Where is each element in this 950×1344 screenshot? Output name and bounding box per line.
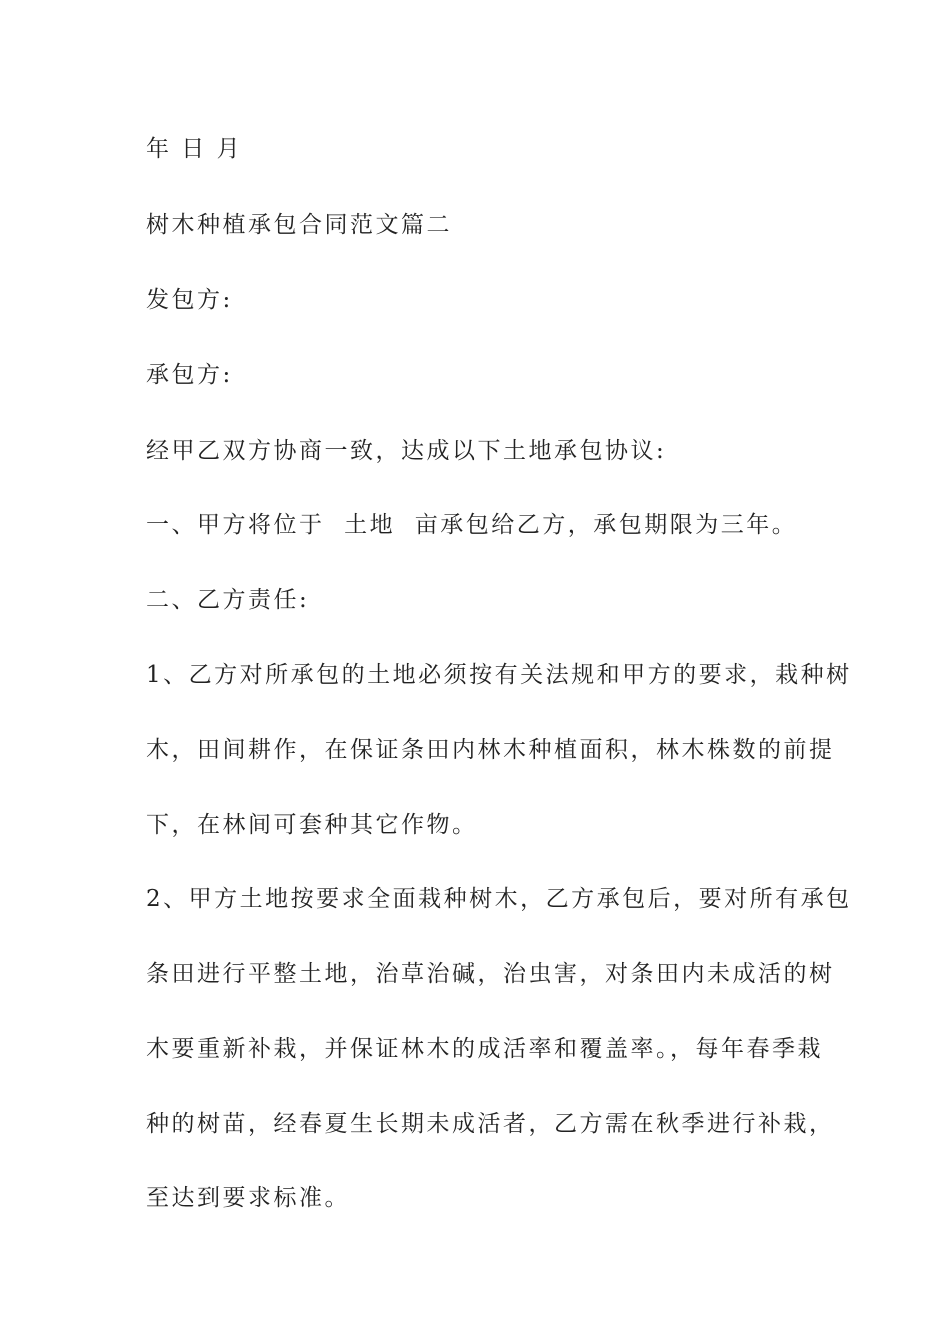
- paragraph-line: 下，在林间可套种其它作物。: [146, 812, 478, 838]
- contractee-party-line: 承包方:: [146, 362, 233, 388]
- paragraph-line: 种的树苗，经春夏生长期未成活者，乙方需在秋季进行补栽，: [146, 1111, 835, 1137]
- document-title: 树木种植承包合同范文篇二: [146, 212, 452, 238]
- date-line: 年 日 月: [146, 136, 243, 162]
- clause-one: 一、甲方将位于 土地 亩承包给乙方，承包期限为三年。: [146, 512, 798, 538]
- paragraph-line: 1、乙方对所承包的土地必须按有关法规和甲方的要求，栽种树: [146, 662, 852, 688]
- paragraph-line: 至达到要求标准。: [146, 1185, 350, 1211]
- paragraph-line: 条田进行平整土地，治草治碱，治虫害，对条田内未成活的树: [146, 961, 835, 987]
- agreement-intro: 经甲乙双方协商一致，达成以下土地承包协议:: [146, 438, 667, 464]
- paragraph-line: 木要重新补栽，并保证林木的成活率和覆盖率。，每年春季栽: [146, 1036, 823, 1062]
- clause-two-heading: 二、乙方责任:: [146, 587, 310, 613]
- paragraph-line: 木，田间耕作，在保证条田内林木种植面积，林木株数的前提: [146, 737, 835, 763]
- contractor-party-line: 发包方:: [146, 287, 233, 313]
- paragraph-line: 2、甲方土地按要求全面栽种树木，乙方承包后，要对所有承包: [146, 886, 852, 912]
